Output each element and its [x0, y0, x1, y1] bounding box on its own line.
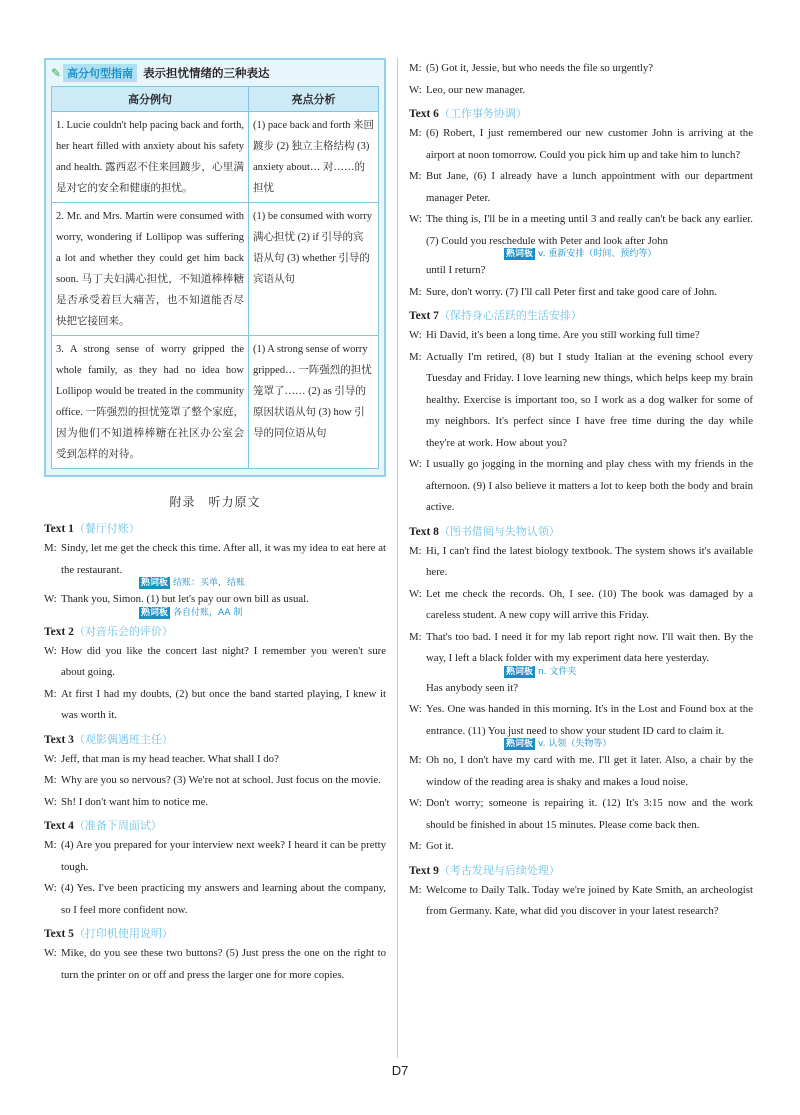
dialogue-line — [409, 282, 753, 304]
speaker-label: W: — [44, 752, 57, 765]
text-number: Text 6 — [409, 108, 439, 120]
speaker-label — [409, 678, 426, 700]
speaker-label: M: — [44, 839, 57, 851]
text-heading — [409, 862, 753, 878]
text-heading — [44, 623, 386, 639]
text-topic: （考古发现与后续处理） — [438, 863, 560, 877]
speaker-label — [409, 260, 426, 282]
speaker-label: M: — [44, 774, 57, 786]
text-number: Text 1 — [44, 523, 74, 535]
text-topic: （工作事务协调） — [438, 107, 527, 120]
dialogue-text: Why are you so nervous? (3) We're not at school. Just focus on the movie. — [61, 774, 381, 786]
dialogue-line — [409, 325, 753, 347]
speaker-label: W: — [409, 458, 422, 470]
dialogue-line — [44, 943, 386, 986]
dialogue-line — [409, 209, 753, 252]
speaker-label: W: — [409, 213, 422, 225]
speaker-label: M: — [409, 630, 422, 643]
text-topic: （观影偶遇班主任） — [73, 732, 173, 746]
tips-col-example: 高分例句 — [52, 87, 249, 112]
tips-row — [52, 112, 379, 203]
tips-table — [51, 86, 379, 469]
dialogue-text: Got it. — [426, 840, 454, 852]
dialogue-text: That's too bad. I need it for my lab report right now. I'll wait then. By the way, I left a black folder with my experiment data here yesterday. — [426, 630, 753, 664]
dialogue-text: I usually go jogging in the morning and play chess with my friends in the afternoon. (9) I also believe it matters a lot to keep both the body and brain active. — [426, 458, 753, 513]
text-heading — [409, 523, 753, 539]
dialogue-text: Hi David, it's been a long time. Are you still working full time? — [426, 329, 700, 341]
text-topic: （保持身心活跃的生活安排） — [438, 309, 582, 322]
speaker-label: W: — [44, 882, 57, 894]
dialogue-line — [409, 627, 753, 670]
tips-analysis: (1) be consumed with worry 满心担忧 (2) if 引导的宾语从句 (3) whether 引导的宾语从句 — [249, 203, 379, 336]
text-heading — [44, 817, 386, 833]
speaker-label: M: — [409, 170, 422, 182]
tips-example: 3. A strong sense of worry gripped the whole family, as they had no idea how Lollipop would be treated in the community office. 一阵强烈的担忧笼罩了整个家庭，因为他们不知道棒棒糖在社区办公室会受到怎样的对待。 — [52, 336, 249, 469]
tips-badge: 高分句型指南 — [63, 64, 137, 82]
dialogue-text: At first I had my doubts, (2) but once the band started playing, I knew it was worth it. — [61, 687, 386, 721]
text-topic: （图书借阅与失物认领） — [438, 524, 560, 538]
speaker-label: W: — [409, 703, 422, 715]
dialogue-line — [409, 58, 753, 80]
pen-icon: ✎ — [51, 65, 62, 80]
vocab-meaning: v. 认领（失物等） — [538, 739, 612, 749]
dialogue-line — [409, 454, 753, 519]
tips-row — [52, 203, 379, 336]
text-number: Text 7 — [409, 310, 439, 322]
dialogue-text: Sure, don't worry. (7) I'll call Peter first and take good care of John. — [426, 285, 718, 298]
speaker-label: M: — [409, 754, 422, 766]
dialogue-text: The thing is, I'll be in a meeting until 3 and really can't be back any earlier. (7) Could you reschedule with Peter and look after John — [426, 213, 753, 247]
dialogue-text: Sh! I don't want him to notice me. — [61, 795, 209, 808]
vocab-meaning: v. 重新安排（时间、预约等） — [538, 249, 657, 259]
dialogue-text: Actually I'm retired, (8) but I study Italian at the evening school every Tuesday and Friday. I love learning new things, which helps keep my brain healthy. Exercise is important too, so I work as a dog walker for some of my neighbors. It's perfect since I have free time during the day while they're at work. How about you? — [426, 350, 753, 449]
dialogue-line — [44, 538, 386, 581]
dialogue-line — [409, 541, 753, 584]
dialogue-line — [409, 123, 753, 166]
dialogue-text: Has anybody seen it? — [426, 681, 519, 694]
speaker-label: M: — [409, 285, 422, 298]
tips-header — [51, 64, 379, 82]
dialogue-line — [409, 80, 753, 102]
tips-col-analysis: 亮点分析 — [249, 87, 379, 112]
dialogue-line — [44, 770, 386, 792]
text-number: Text 4 — [44, 820, 74, 832]
text-topic: （准备下周面试） — [73, 819, 162, 832]
speaker-label: M: — [409, 544, 422, 557]
dialogue-text: But Jane, (6) I already have a lunch appointment with our department manager Peter. — [426, 170, 753, 204]
dialogue-line — [409, 793, 753, 836]
speaker-label: W: — [44, 795, 57, 808]
dialogue-text: Mike, do you see these two buttons? (5) Just press the one on the right to turn the printer on or off and press the larger one for more copies. — [61, 947, 386, 981]
dialogue-text: Sindy, let me get the check this time. After all, it was my idea to eat here at the restaurant. — [61, 542, 386, 576]
text-topic: （打印机使用说明） — [73, 927, 173, 940]
text-heading — [44, 731, 386, 747]
speaker-label: M: — [409, 127, 422, 139]
speaker-label: W: — [44, 947, 57, 959]
dialogue-line — [409, 260, 753, 282]
dialogue-line — [409, 750, 753, 793]
dialogue-text: (4) Yes. I've been practicing my answers and learning about the company, so I feel more confident now. — [61, 882, 386, 916]
left-transcripts — [44, 520, 386, 986]
tips-analysis: (1) pace back and forth 来回踱步 (2) 独立主格结构 (3) anxiety about… 对……的担忧 — [249, 112, 379, 203]
vocab-badge: 熟词板 — [506, 249, 534, 259]
speaker-label: W: — [409, 83, 422, 96]
tips-example: 2. Mr. and Mrs. Martin were consumed with worry, wondering if Lollipop was suffering a lot and whether they could get him back soon. 马丁夫妇满心担忧，不知道棒棒糖是否承受着巨大痛苦，也不知道能否尽快把它接回来。 — [52, 203, 249, 336]
vocab-badge: 熟词板 — [506, 666, 534, 677]
dialogue-text: How did you like the concert last night? I remember you weren't sure about going. — [61, 644, 386, 678]
speaker-label: M: — [44, 687, 57, 700]
dialogue-line — [44, 835, 386, 878]
dialogue-text: Let me check the records. Oh, I see. (10) The book was damaged by a careless student. A new copy will arrive this Friday. — [426, 587, 753, 621]
speaker-label: W: — [44, 593, 57, 605]
tips-analysis: (1) A strong sense of worry gripped… 一阵强烈的担忧笼罩了…… (2) as 引导的原因状语从句 (3) how 引导的同位语从句 — [249, 336, 379, 469]
page-number: D7 — [391, 1063, 409, 1078]
appendix-title: 附录 听力原文 — [169, 495, 261, 509]
dialogue-text: Leo, our new manager. — [426, 83, 526, 96]
text-topic: （餐厅付账） — [73, 522, 140, 535]
text-heading — [409, 105, 753, 121]
speaker-label: M: — [409, 350, 422, 363]
column-divider — [397, 58, 398, 1058]
dialogue-line — [409, 584, 753, 627]
dialogue-text: Oh no, I don't have my card with me. I'll get it later. Also, a chair by the window of the reading area is shaky and makes a loud noise. — [426, 754, 753, 788]
text-number: Text 5 — [44, 928, 74, 940]
speaker-label: W: — [44, 644, 57, 657]
speaker-label: M: — [409, 62, 422, 74]
vocab-badge: 熟词板 — [506, 739, 534, 749]
dialogue-text: (5) Got it, Jessie, but who needs the file so urgently? — [426, 62, 654, 74]
speaker-label: W: — [409, 329, 422, 341]
dialogue-line — [409, 699, 753, 742]
vocab-meaning: 各自付账，AA 制 — [173, 607, 243, 618]
dialogue-text: until I return? — [426, 264, 486, 276]
dialogue-line — [409, 880, 753, 923]
text-heading — [409, 307, 753, 323]
text-number: Text 8 — [409, 525, 439, 538]
text-number: Text 9 — [409, 864, 439, 877]
speaker-label: M: — [409, 840, 422, 852]
dialogue-line — [44, 641, 386, 684]
dialogue-line — [44, 749, 386, 771]
speaker-label: W: — [409, 587, 422, 600]
text-heading — [44, 520, 386, 536]
right-column — [409, 58, 753, 923]
tips-example: 1. Lucie couldn't help pacing back and forth, her heart filled with anxiety about his safety and health. 露西忍不住来回踱步，心里满是对它的安全和健康的担忧。 — [52, 112, 249, 203]
speaker-label: M: — [409, 883, 422, 896]
speaker-label: M: — [44, 542, 57, 554]
dialogue-line — [44, 792, 386, 814]
dialogue-line — [44, 878, 386, 921]
text-number: Text 3 — [44, 733, 74, 746]
text-heading — [44, 925, 386, 941]
dialogue-text: Thank you, Simon. (1) but let's pay our own bill as usual. — [61, 593, 309, 605]
dialogue-text: Welcome to Daily Talk. Today we're joined by Kate Smith, an archeologist from Germany. Kate, what did you discover in your latest research? — [426, 883, 753, 917]
dialogue-text: Yes. One was handed in this morning. It's in the Lost and Found box at the entrance. (11) You just need to show your student ID card to claim it. — [426, 703, 753, 737]
tips-box — [44, 58, 386, 477]
dialogue-line — [44, 684, 386, 727]
dialogue-line — [409, 347, 753, 455]
tips-title: 表示担忧情绪的三种表达 — [143, 66, 270, 80]
speaker-label: W: — [409, 797, 422, 809]
tips-row — [52, 336, 379, 469]
right-transcripts — [409, 58, 753, 923]
dialogue-text: Hi, I can't find the latest biology textbook. The system shows it's available here. — [426, 544, 753, 578]
dialogue-text: (6) Robert, I just remembered our new customer John is arriving at the airport at noon tomorrow. Could you pick him up and take him to lunch? — [426, 127, 753, 161]
vocab-badge: 熟词板 — [141, 607, 169, 618]
dialogue-text: Don't worry; someone is repairing it. (12) It's 3:15 now and the work should be finished in about 15 minutes. Please come back then. — [426, 797, 753, 831]
dialogue-line — [409, 166, 753, 209]
vocab-meaning: n. 文件夹 — [538, 666, 577, 677]
dialogue-text: Jeff, that man is my head teacher. What shall I do? — [61, 752, 279, 765]
dialogue-line — [409, 678, 753, 700]
vocab-badge: 熟词板 — [141, 578, 169, 588]
vocab-meaning: 结账：买单，结账 — [173, 578, 246, 588]
dialogue-line — [409, 836, 753, 858]
left-column — [44, 58, 386, 986]
text-topic: （对音乐会的评价） — [73, 624, 173, 638]
text-number: Text 2 — [44, 625, 74, 638]
dialogue-text: (4) Are you prepared for your interview next week? I heard it can be pretty tough. — [61, 839, 386, 873]
